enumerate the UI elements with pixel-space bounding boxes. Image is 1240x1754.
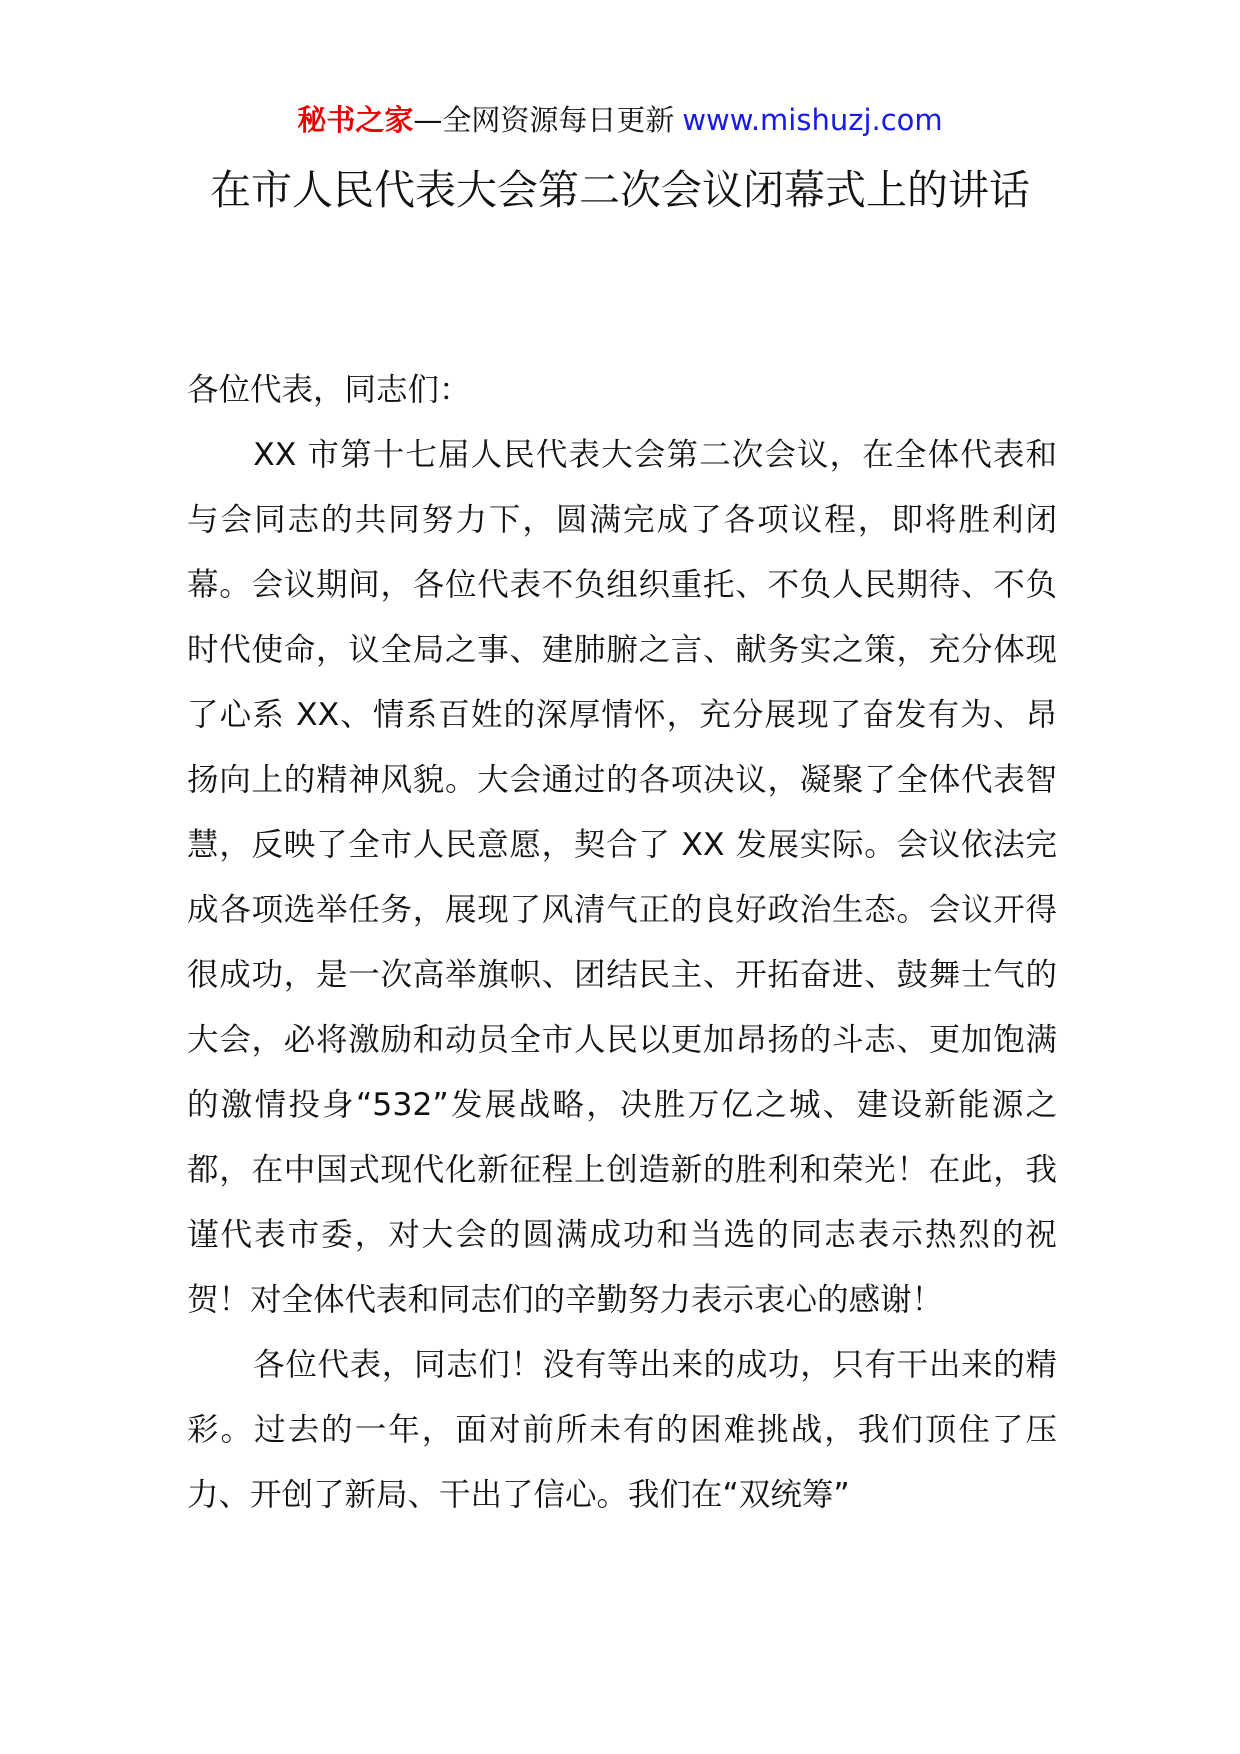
body-paragraph: XX 市第十七届人民代表大会第二次会议，在全体代表和与会同志的共同努力下，圆满完成了各项议程，即将胜利闭幕。会议期间，各位代表不负组织重托、不负人民期待、不负时代使命，议全局之事、建肺腑之言、献务实之策，充分体现了心系 XX、情系百姓的深厚情怀，充分展现了奋发有为、昂扬向上的精神风貌。大会通过的各项决议，凝聚了全体代表智慧，反映了全市人民意愿，契合了 XX 发展实际。会议依法完成各项选举任务，展现了风清气正的良好政治生态。会议开得很成功，是一次高举旗帜、团结民主、开拓奋进、鼓舞士气的大会，必将激励和动员全市人民以更加昂扬的斗志、更加饱满的激情投身“532”发展战略，决胜万亿之城、建设新能源之都，在中国式现代化新征程上创造新的胜利和荣光！在此，我谨代表市委，对大会的圆满成功和当选的同志表示热烈的祝贺！对全体代表和同志们的辛勤努力表示衷心的感谢！ xyxy=(187,437,1057,1318)
site-url-link[interactable]: www.mishuzj.com xyxy=(682,103,943,137)
body-paragraph: 各位代表，同志们！没有等出来的成功，只有干出来的精彩。过去的一年，面对前所未有的困难挑战，我们顶住了压力、开创了新局、干出了信心。我们在“双统筹” xyxy=(187,1347,1057,1513)
site-slogan: —全网资源每日更新 xyxy=(413,103,675,137)
document-body xyxy=(187,358,1057,1528)
site-header xyxy=(0,100,1240,140)
document-title: 在市人民代表大会第二次会议闭幕式上的讲话 xyxy=(210,166,1030,214)
site-brand: 秘书之家 xyxy=(297,103,414,137)
salutation: 各位代表，同志们： xyxy=(187,372,471,408)
